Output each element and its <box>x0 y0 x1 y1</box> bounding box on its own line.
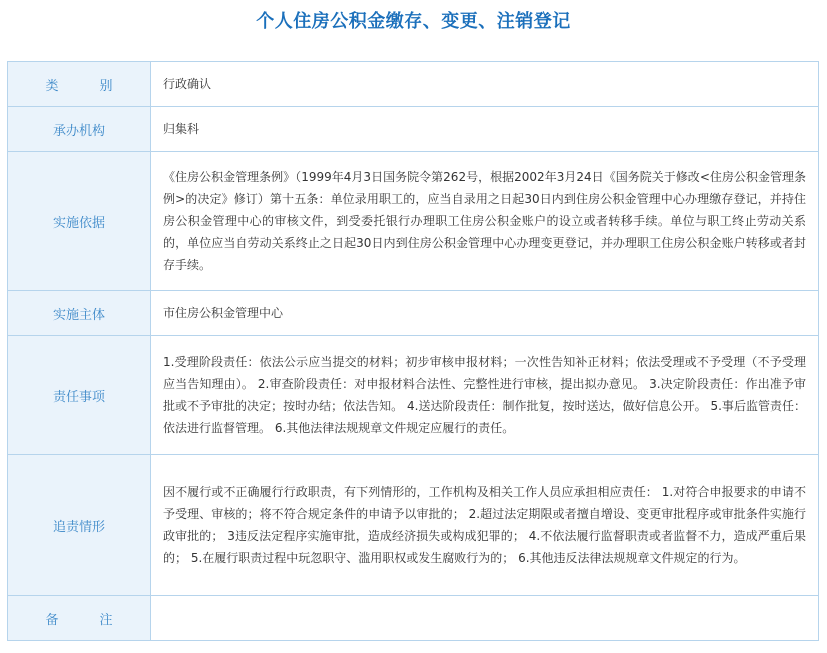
table-row-responsibilities <box>8 336 819 455</box>
row-value: 市住房公积金管理中心 <box>151 291 819 336</box>
info-table <box>7 61 819 641</box>
row-label-text: 类 别 <box>45 78 127 94</box>
table-row-accountability <box>8 455 819 596</box>
row-label <box>8 596 151 641</box>
row-value: 归集科 <box>151 107 819 152</box>
row-value: 1.受理阶段责任：依法公示应当提交的材料；初步审核申报材料；一次性告知补正材料；依法受理或不予受理（不予受理应当告知理由）。 2.审查阶段责任：对申报材料合法性、完整性进行审核，提出拟办意见。 3.决定阶段责任：作出准予审批或不予审批的决定；按时办结；依法告知。 4.送达阶段责任：制作批复，按时送达，做好信息公开。 5.事后监管责任：依法进行监督管理。 6.其他法律法规规章文件规定应履行的责任。 <box>151 336 819 455</box>
row-label: 实施依据 <box>8 152 151 291</box>
row-label: 追责情形 <box>8 455 151 596</box>
row-value: 行政确认 <box>151 62 819 107</box>
row-label-text: 备 注 <box>45 612 127 628</box>
page-title: 个人住房公积金缴存、变更、注销登记 <box>256 11 571 32</box>
table-row-subject <box>8 291 819 336</box>
row-label: 实施主体 <box>8 291 151 336</box>
table-row-basis <box>8 152 819 291</box>
row-value <box>151 596 819 641</box>
table-row-category <box>8 62 819 107</box>
row-value: 《住房公积金管理条例》（1999年4月3日国务院令第262号，根据2002年3月24日《国务院关于修改<住房公积金管理条例>的决定》修订）第十五条：单位录用职工的，应当自录用之日起30日内到住房公积金管理中心办理缴存登记，并持住房公积金管理中心的审核文件，到受委托银行办理职工住房公积金账户的设立或者转移手续。单位与职工终止劳动关系的，单位应当自劳动关系终止之日起30日内到住房公积金管理中心办理变更登记，并办理职工住房公积金账户转移或者封存手续。 <box>151 152 819 291</box>
row-label <box>8 62 151 107</box>
row-value: 因不履行或不正确履行行政职责，有下列情形的，工作机构及相关工作人员应承担相应责任： 1.对符合申报要求的申请不予受理、审核的；将不符合规定条件的申请予以审批的； 2.超过法定期限或者擅自增设、变更审批程序或审批条件实施行政审批的； 3违反法定程序实施审批，造成经济损失或构成犯罪的； 4.不依法履行监督职责或者监督不力，造成严重后果的； 5.在履行职责过程中玩忽职守、滥用职权或发生腐败行为的； 6.其他违反法律法规规章文件规定的行为。 <box>151 455 819 596</box>
table-row-agency <box>8 107 819 152</box>
row-label: 承办机构 <box>8 107 151 152</box>
table-row-remarks <box>8 596 819 641</box>
row-label: 责任事项 <box>8 336 151 455</box>
